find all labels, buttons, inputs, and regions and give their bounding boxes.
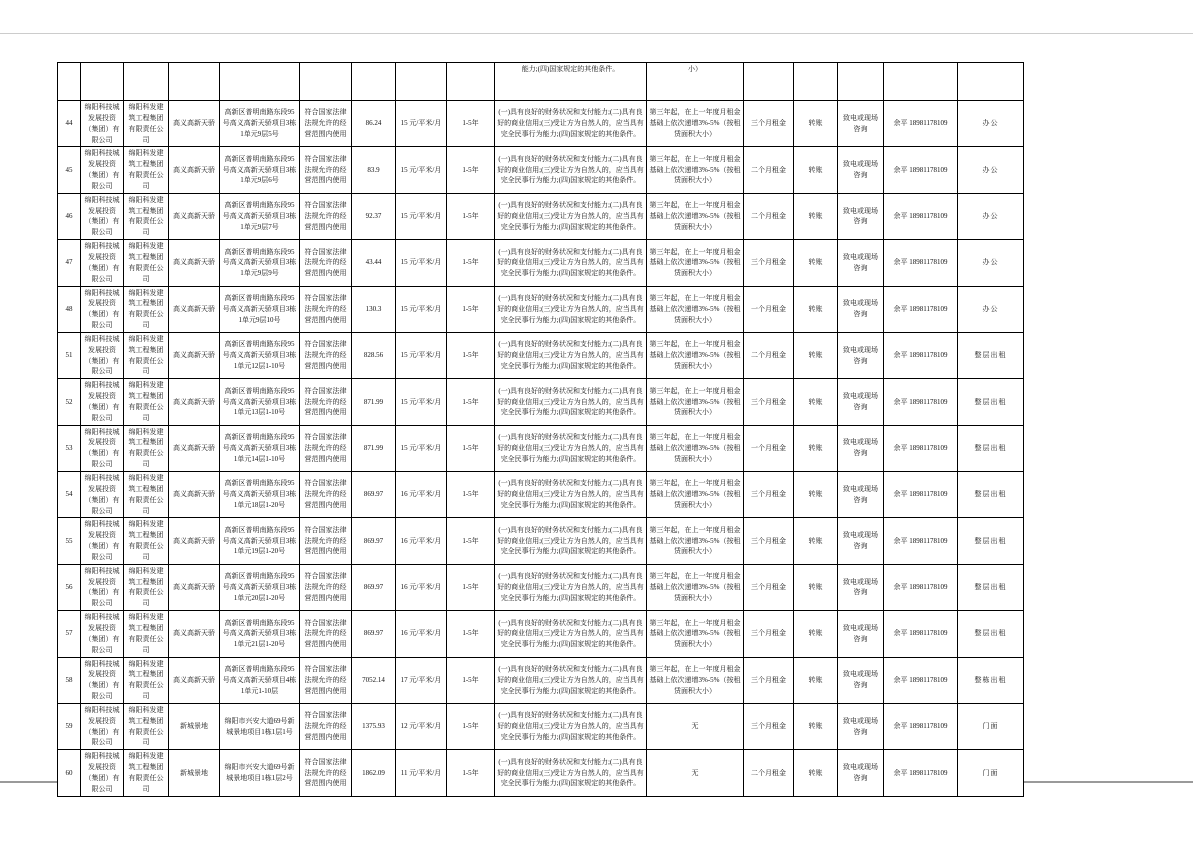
table-row — [58, 750, 1024, 796]
cell-row-number: 47 — [58, 240, 81, 286]
table-row — [58, 518, 1024, 564]
cell-usage: 符合国家法律法规允许的经营范围内使用 — [300, 703, 352, 749]
cell-lessor: 绵阳科技城发展投资（集团）有限公司 — [81, 240, 124, 286]
cell-row-number: 58 — [58, 657, 81, 703]
cell-contact: 余平 18981178109 — [884, 193, 958, 239]
cell-inquiry: 致电或现场咨询 — [838, 101, 884, 147]
cell-conditions: (一)具有良好的财务状况和支付能力;(二)具有良好的商业信用;(三)受让方为自然人的，应当具有完全民事行为能力;(四)国家规定的其他条件。 — [495, 564, 647, 610]
cell-contact: 余平 18981178109 — [884, 147, 958, 193]
cell-term: 1-5年 — [447, 425, 495, 471]
cell-increase: 第三年起，在上一年度月租金基础上依次递增3%-5%（按租赁面积大小） — [647, 286, 744, 332]
cell-payment: 转账 — [794, 193, 838, 239]
cell-project: 高义高新天骄 — [169, 425, 220, 471]
cell-project: 新城景地 — [169, 703, 220, 749]
cell-price: 15 元/平米/月 — [396, 425, 447, 471]
cell-lessor: 绵阳科技城发展投资（集团）有限公司 — [81, 750, 124, 796]
cell-row-number: 55 — [58, 518, 81, 564]
cell-project: 高义高新天骄 — [169, 101, 220, 147]
cell-lessor: 绵阳科技城发展投资（集团）有限公司 — [81, 193, 124, 239]
cell-increase: 无 — [647, 703, 744, 749]
cell-agent: 绵阳科发建筑工程集团有限责任公司 — [124, 101, 169, 147]
cell-term: 1-5年 — [447, 611, 495, 657]
cell-term: 1-5年 — [447, 286, 495, 332]
cell-payment: 转账 — [794, 518, 838, 564]
cell-project: 高义高新天骄 — [169, 147, 220, 193]
cell-increase: 第三年起，在上一年度月租金基础上依次递增3%-5%（按租赁面积大小） — [647, 147, 744, 193]
cell-agent: 绵阳科发建筑工程集团有限责任公司 — [124, 193, 169, 239]
cell-deposit: 二个月租金 — [744, 193, 794, 239]
cell-address: 高新区普明南路东段95号高义高新天骄项目3栋1单元9层5号 — [220, 101, 300, 147]
cell-term: 1-5年 — [447, 703, 495, 749]
cell-agent: 绵阳科发建筑工程集团有限责任公司 — [124, 425, 169, 471]
cell-address: 高新区普明南路东段95号高义高新天骄项目3栋1单元9层9号 — [220, 240, 300, 286]
cell-usage: 符合国家法律法规允许的经营范围内使用 — [300, 425, 352, 471]
table-row — [58, 564, 1024, 610]
cell-deposit: 二个月租金 — [744, 750, 794, 796]
cell-area: 869.97 — [352, 564, 396, 610]
cell-term: 1-5年 — [447, 518, 495, 564]
cell-usage: 符合国家法律法规允许的经营范围内使用 — [300, 193, 352, 239]
cell-agent — [124, 63, 169, 101]
cell-usage: 符合国家法律法规允许的经营范围内使用 — [300, 379, 352, 425]
cell-increase: 无 — [647, 750, 744, 796]
cell-category: 办公 — [958, 193, 1024, 239]
cell-conditions: (一)具有良好的财务状况和支付能力;(二)具有良好的商业信用;(三)受让方为自然人的，应当具有完全民事行为能力;(四)国家规定的其他条件。 — [495, 193, 647, 239]
cell-area: 871.99 — [352, 425, 396, 471]
cell-increase: 第三年起，在上一年度月租金基础上依次递增3%-5%（按租赁面积大小） — [647, 240, 744, 286]
cell-conditions: (一)具有良好的财务状况和支付能力;(二)具有良好的商业信用;(三)受让方为自然人的，应当具有完全民事行为能力;(四)国家规定的其他条件。 — [495, 518, 647, 564]
cell-address: 高新区普明南路东段95号高义高新天骄项目3栋1单元18层1-20号 — [220, 472, 300, 518]
cell-lessor: 绵阳科技城发展投资（集团）有限公司 — [81, 472, 124, 518]
cell-inquiry: 致电或现场咨询 — [838, 240, 884, 286]
cell-inquiry: 致电或现场咨询 — [838, 425, 884, 471]
cell-area: 828.56 — [352, 332, 396, 378]
cell-project: 高义高新天骄 — [169, 564, 220, 610]
cell-category: 整层出租 — [958, 611, 1024, 657]
cell-row-number: 46 — [58, 193, 81, 239]
cell-contact: 余平 18981178109 — [884, 286, 958, 332]
cell-conditions: (一)具有良好的财务状况和支付能力;(二)具有良好的商业信用;(三)受让方为自然人的，应当具有完全民事行为能力;(四)国家规定的其他条件。 — [495, 286, 647, 332]
cell-deposit: 三个月租金 — [744, 240, 794, 286]
cell-payment: 转账 — [794, 472, 838, 518]
table-row — [58, 332, 1024, 378]
cell-conditions: (一)具有良好的财务状况和支付能力;(二)具有良好的商业信用;(三)受让方为自然人的，应当具有完全民事行为能力;(四)国家规定的其他条件。 — [495, 425, 647, 471]
cell-address: 高新区普明南路东段95号高义高新天骄项目3栋1单元12层1-10号 — [220, 332, 300, 378]
cell-area: 869.97 — [352, 518, 396, 564]
cell-contact: 余平 18981178109 — [884, 750, 958, 796]
cell-price: 16 元/平米/月 — [396, 472, 447, 518]
cell-project: 新城景地 — [169, 750, 220, 796]
cell-conditions: (一)具有良好的财务状况和支付能力;(二)具有良好的商业信用;(三)受让方为自然人的，应当具有完全民事行为能力;(四)国家规定的其他条件。 — [495, 703, 647, 749]
cell-price: 15 元/平米/月 — [396, 193, 447, 239]
cell-project: 高义高新天骄 — [169, 611, 220, 657]
cell-inquiry: 致电或现场咨询 — [838, 703, 884, 749]
cell-price: 16 元/平米/月 — [396, 564, 447, 610]
cell-area: 869.97 — [352, 611, 396, 657]
cell-price — [396, 63, 447, 101]
cell-conditions: (一)具有良好的财务状况和支付能力;(二)具有良好的商业信用;(三)受让方为自然人的，应当具有完全民事行为能力;(四)国家规定的其他条件。 — [495, 657, 647, 703]
cell-deposit: 三个月租金 — [744, 518, 794, 564]
partial-row-top — [58, 63, 1024, 101]
page-break-line-top — [0, 33, 1193, 34]
cell-row-number: 53 — [58, 425, 81, 471]
cell-address: 绵阳市兴安大道69号新城景地项目1栋1层1号 — [220, 703, 300, 749]
cell-deposit: 二个月租金 — [744, 332, 794, 378]
cell-lessor: 绵阳科技城发展投资（集团）有限公司 — [81, 147, 124, 193]
cell-category: 整层出租 — [958, 564, 1024, 610]
cell-deposit: 三个月租金 — [744, 472, 794, 518]
cell-area: 1862.09 — [352, 750, 396, 796]
cell-usage: 符合国家法律法规允许的经营范围内使用 — [300, 147, 352, 193]
cell-row-number: 54 — [58, 472, 81, 518]
cell-price: 15 元/平米/月 — [396, 379, 447, 425]
cell-deposit: 三个月租金 — [744, 703, 794, 749]
cell-increase-tail: 小） — [647, 63, 744, 101]
cell-payment: 转账 — [794, 564, 838, 610]
cell-address: 高新区普明南路东段95号高义高新天骄项目4栋1单元1-10层 — [220, 657, 300, 703]
cell-address: 高新区普明南路东段95号高义高新天骄项目3栋1单元21层1-20号 — [220, 611, 300, 657]
cell-category: 整层出租 — [958, 425, 1024, 471]
cell-row-number: 51 — [58, 332, 81, 378]
cell-agent: 绵阳科发建筑工程集团有限责任公司 — [124, 332, 169, 378]
cell-deposit: 二个月租金 — [744, 147, 794, 193]
cell-category: 门面 — [958, 703, 1024, 749]
cell-address: 高新区普明南路东段95号高义高新天骄项目3栋1单元20层1-20号 — [220, 564, 300, 610]
cell-lessor: 绵阳科技城发展投资（集团）有限公司 — [81, 379, 124, 425]
cell-agent: 绵阳科发建筑工程集团有限责任公司 — [124, 703, 169, 749]
cell-row-number — [58, 63, 81, 101]
cell-conditions: (一)具有良好的财务状况和支付能力;(二)具有良好的商业信用;(三)受让方为自然人的，应当具有完全民事行为能力;(四)国家规定的其他条件。 — [495, 379, 647, 425]
cell-project — [169, 63, 220, 101]
cell-category — [958, 63, 1024, 101]
cell-area: 7052.14 — [352, 657, 396, 703]
table-row — [58, 472, 1024, 518]
cell-price: 15 元/平米/月 — [396, 332, 447, 378]
cell-deposit — [744, 63, 794, 101]
cell-agent: 绵阳科发建筑工程集团有限责任公司 — [124, 286, 169, 332]
cell-category: 整层出租 — [958, 379, 1024, 425]
table-row — [58, 286, 1024, 332]
cell-row-number: 52 — [58, 379, 81, 425]
cell-project: 高义高新天骄 — [169, 657, 220, 703]
cell-project: 高义高新天骄 — [169, 518, 220, 564]
cell-price: 16 元/平米/月 — [396, 518, 447, 564]
cell-area: 130.3 — [352, 286, 396, 332]
cell-increase: 第三年起，在上一年度月租金基础上依次递增3%-5%（按租赁面积大小） — [647, 564, 744, 610]
cell-agent: 绵阳科发建筑工程集团有限责任公司 — [124, 379, 169, 425]
cell-increase: 第三年起，在上一年度月租金基础上依次递增3%-5%（按租赁面积大小） — [647, 425, 744, 471]
cell-lessor: 绵阳科技城发展投资（集团）有限公司 — [81, 518, 124, 564]
cell-lessor: 绵阳科技城发展投资（集团）有限公司 — [81, 564, 124, 610]
cell-increase: 第三年起，在上一年度月租金基础上依次递增3%-5%（按租赁面积大小） — [647, 611, 744, 657]
cell-agent: 绵阳科发建筑工程集团有限责任公司 — [124, 564, 169, 610]
cell-contact: 余平 18981178109 — [884, 472, 958, 518]
cell-payment — [794, 63, 838, 101]
cell-contact: 余平 18981178109 — [884, 564, 958, 610]
cell-category: 整栋出租 — [958, 657, 1024, 703]
cell-usage: 符合国家法律法规允许的经营范围内使用 — [300, 564, 352, 610]
cell-lessor: 绵阳科技城发展投资（集团）有限公司 — [81, 425, 124, 471]
cell-increase: 第三年起，在上一年度月租金基础上依次递增3%-5%（按租赁面积大小） — [647, 657, 744, 703]
cell-inquiry: 致电或现场咨询 — [838, 611, 884, 657]
cell-row-number: 44 — [58, 101, 81, 147]
table-row — [58, 193, 1024, 239]
cell-increase: 第三年起，在上一年度月租金基础上依次递增3%-5%（按租赁面积大小） — [647, 101, 744, 147]
cell-term: 1-5年 — [447, 147, 495, 193]
cell-deposit: 三个月租金 — [744, 101, 794, 147]
cell-payment: 转账 — [794, 286, 838, 332]
cell-contact: 余平 18981178109 — [884, 240, 958, 286]
cell-inquiry — [838, 63, 884, 101]
table-row — [58, 703, 1024, 749]
cell-address: 高新区普明南路东段95号高义高新天骄项目3栋1单元9层7号 — [220, 193, 300, 239]
cell-category: 办公 — [958, 147, 1024, 193]
cell-inquiry: 致电或现场咨询 — [838, 193, 884, 239]
table-row — [58, 425, 1024, 471]
cell-conditions: (一)具有良好的财务状况和支付能力;(二)具有良好的商业信用;(三)受让方为自然人的，应当具有完全民事行为能力;(四)国家规定的其他条件。 — [495, 147, 647, 193]
cell-conditions: (一)具有良好的财务状况和支付能力;(二)具有良好的商业信用;(三)受让方为自然人的，应当具有完全民事行为能力;(四)国家规定的其他条件。 — [495, 472, 647, 518]
cell-contact: 余平 18981178109 — [884, 703, 958, 749]
table-row — [58, 611, 1024, 657]
cell-conditions-tail: 能力;(四)国家规定的其他条件。 — [495, 63, 647, 101]
cell-area: 869.97 — [352, 472, 396, 518]
cell-price: 15 元/平米/月 — [396, 147, 447, 193]
cell-inquiry: 致电或现场咨询 — [838, 750, 884, 796]
cell-usage: 符合国家法律法规允许的经营范围内使用 — [300, 750, 352, 796]
cell-row-number: 56 — [58, 564, 81, 610]
cell-usage — [300, 63, 352, 101]
cell-contact: 余平 18981178109 — [884, 332, 958, 378]
cell-increase: 第三年起，在上一年度月租金基础上依次递增3%-5%（按租赁面积大小） — [647, 518, 744, 564]
cell-agent: 绵阳科发建筑工程集团有限责任公司 — [124, 518, 169, 564]
cell-usage: 符合国家法律法规允许的经营范围内使用 — [300, 518, 352, 564]
cell-project: 高义高新天骄 — [169, 472, 220, 518]
cell-deposit: 三个月租金 — [744, 611, 794, 657]
cell-row-number: 45 — [58, 147, 81, 193]
cell-agent: 绵阳科发建筑工程集团有限责任公司 — [124, 472, 169, 518]
cell-contact — [884, 63, 958, 101]
cell-row-number: 59 — [58, 703, 81, 749]
cell-term: 1-5年 — [447, 379, 495, 425]
cell-project: 高义高新天骄 — [169, 193, 220, 239]
cell-agent: 绵阳科发建筑工程集团有限责任公司 — [124, 147, 169, 193]
cell-area: 43.44 — [352, 240, 396, 286]
cell-price: 15 元/平米/月 — [396, 286, 447, 332]
cell-contact: 余平 18981178109 — [884, 101, 958, 147]
cell-row-number: 60 — [58, 750, 81, 796]
cell-address: 高新区普明南路东段95号高义高新天骄项目3栋1单元14层1-10号 — [220, 425, 300, 471]
cell-lessor: 绵阳科技城发展投资（集团）有限公司 — [81, 611, 124, 657]
cell-area: 1375.93 — [352, 703, 396, 749]
cell-payment: 转账 — [794, 332, 838, 378]
cell-inquiry: 致电或现场咨询 — [838, 564, 884, 610]
cell-price: 15 元/平米/月 — [396, 101, 447, 147]
cell-conditions: (一)具有良好的财务状况和支付能力;(二)具有良好的商业信用;(三)受让方为自然人的，应当具有完全民事行为能力;(四)国家规定的其他条件。 — [495, 240, 647, 286]
cell-inquiry: 致电或现场咨询 — [838, 147, 884, 193]
cell-agent: 绵阳科发建筑工程集团有限责任公司 — [124, 750, 169, 796]
cell-area: 871.99 — [352, 379, 396, 425]
cell-usage: 符合国家法律法规允许的经营范围内使用 — [300, 101, 352, 147]
cell-contact: 余平 18981178109 — [884, 657, 958, 703]
cell-area: 83.9 — [352, 147, 396, 193]
cell-conditions: (一)具有良好的财务状况和支付能力;(二)具有良好的商业信用;(三)受让方为自然人的，应当具有完全民事行为能力;(四)国家规定的其他条件。 — [495, 101, 647, 147]
cell-inquiry: 致电或现场咨询 — [838, 657, 884, 703]
cell-contact: 余平 18981178109 — [884, 611, 958, 657]
cell-term: 1-5年 — [447, 657, 495, 703]
cell-lessor — [81, 63, 124, 101]
cell-project: 高义高新天骄 — [169, 286, 220, 332]
cell-usage: 符合国家法律法规允许的经营范围内使用 — [300, 657, 352, 703]
cell-usage: 符合国家法律法规允许的经营范围内使用 — [300, 332, 352, 378]
rental-listings-table — [57, 62, 1024, 797]
cell-category: 办公 — [958, 101, 1024, 147]
cell-increase: 第三年起，在上一年度月租金基础上依次递增3%-5%（按租赁面积大小） — [647, 379, 744, 425]
cell-inquiry: 致电或现场咨询 — [838, 332, 884, 378]
table-body — [58, 63, 1024, 797]
cell-payment: 转账 — [794, 657, 838, 703]
cell-price: 15 元/平米/月 — [396, 240, 447, 286]
cell-usage: 符合国家法律法规允许的经营范围内使用 — [300, 286, 352, 332]
cell-category: 门面 — [958, 750, 1024, 796]
cell-price: 17 元/平米/月 — [396, 657, 447, 703]
cell-lessor: 绵阳科技城发展投资（集团）有限公司 — [81, 101, 124, 147]
cell-term: 1-5年 — [447, 564, 495, 610]
cell-address: 高新区普明南路东段95号高义高新天骄项目3栋1单元13层1-10号 — [220, 379, 300, 425]
cell-conditions: (一)具有良好的财务状况和支付能力;(二)具有良好的商业信用;(三)受让方为自然人的，应当具有完全民事行为能力;(四)国家规定的其他条件。 — [495, 611, 647, 657]
table-row — [58, 147, 1024, 193]
cell-inquiry: 致电或现场咨询 — [838, 472, 884, 518]
cell-contact: 余平 18981178109 — [884, 425, 958, 471]
cell-payment: 转账 — [794, 240, 838, 286]
cell-contact: 余平 18981178109 — [884, 518, 958, 564]
cell-agent: 绵阳科发建筑工程集团有限责任公司 — [124, 657, 169, 703]
cell-payment: 转账 — [794, 611, 838, 657]
cell-lessor: 绵阳科技城发展投资（集团）有限公司 — [81, 286, 124, 332]
cell-price: 12 元/平米/月 — [396, 703, 447, 749]
table-row — [58, 240, 1024, 286]
cell-payment: 转账 — [794, 101, 838, 147]
cell-term: 1-5年 — [447, 101, 495, 147]
cell-conditions: (一)具有良好的财务状况和支付能力;(二)具有良好的商业信用;(三)受让方为自然人的，应当具有完全民事行为能力;(四)国家规定的其他条件。 — [495, 332, 647, 378]
cell-address: 高新区普明南路东段95号高义高新天骄项目3栋1单元19层1-20号 — [220, 518, 300, 564]
table-row — [58, 657, 1024, 703]
cell-inquiry: 致电或现场咨询 — [838, 518, 884, 564]
cell-term — [447, 63, 495, 101]
table-row — [58, 101, 1024, 147]
cell-term: 1-5年 — [447, 750, 495, 796]
cell-usage: 符合国家法律法规允许的经营范围内使用 — [300, 472, 352, 518]
cell-inquiry: 致电或现场咨询 — [838, 286, 884, 332]
cell-lessor: 绵阳科技城发展投资（集团）有限公司 — [81, 703, 124, 749]
cell-address: 绵阳市兴安大道69号新城景地项目1栋1层2号 — [220, 750, 300, 796]
cell-area — [352, 63, 396, 101]
cell-address: 高新区普明南路东段95号高义高新天骄项目3栋1单元9层10号 — [220, 286, 300, 332]
cell-price: 16 元/平米/月 — [396, 611, 447, 657]
cell-address — [220, 63, 300, 101]
cell-deposit: 一个月租金 — [744, 286, 794, 332]
cell-increase: 第三年起，在上一年度月租金基础上依次递增3%-5%（按租赁面积大小） — [647, 193, 744, 239]
cell-category: 办公 — [958, 240, 1024, 286]
cell-address: 高新区普明南路东段95号高义高新天骄项目3栋1单元9层6号 — [220, 147, 300, 193]
cell-deposit: 一个月租金 — [744, 425, 794, 471]
cell-project: 高义高新天骄 — [169, 332, 220, 378]
cell-payment: 转账 — [794, 425, 838, 471]
cell-payment: 转账 — [794, 147, 838, 193]
cell-row-number: 48 — [58, 286, 81, 332]
cell-payment: 转账 — [794, 379, 838, 425]
cell-category: 整层出租 — [958, 472, 1024, 518]
cell-inquiry: 致电或现场咨询 — [838, 379, 884, 425]
cell-area: 86.24 — [352, 101, 396, 147]
cell-term: 1-5年 — [447, 240, 495, 286]
cell-agent: 绵阳科发建筑工程集团有限责任公司 — [124, 240, 169, 286]
cell-project: 高义高新天骄 — [169, 379, 220, 425]
cell-deposit: 三个月租金 — [744, 657, 794, 703]
cell-contact: 余平 18981178109 — [884, 379, 958, 425]
cell-price: 11 元/平米/月 — [396, 750, 447, 796]
cell-lessor: 绵阳科技城发展投资（集团）有限公司 — [81, 332, 124, 378]
cell-payment: 转账 — [794, 750, 838, 796]
cell-increase: 第三年起，在上一年度月租金基础上依次递增3%-5%（按租赁面积大小） — [647, 332, 744, 378]
cell-term: 1-5年 — [447, 193, 495, 239]
cell-conditions: (一)具有良好的财务状况和支付能力;(二)具有良好的商业信用;(三)受让方为自然人的，应当具有完全民事行为能力;(四)国家规定的其他条件。 — [495, 750, 647, 796]
cell-project: 高义高新天骄 — [169, 240, 220, 286]
cell-usage: 符合国家法律法规允许的经营范围内使用 — [300, 611, 352, 657]
cell-usage: 符合国家法律法规允许的经营范围内使用 — [300, 240, 352, 286]
cell-area: 92.37 — [352, 193, 396, 239]
table-row — [58, 379, 1024, 425]
cell-payment: 转账 — [794, 703, 838, 749]
cell-term: 1-5年 — [447, 472, 495, 518]
cell-agent: 绵阳科发建筑工程集团有限责任公司 — [124, 611, 169, 657]
cell-row-number: 57 — [58, 611, 81, 657]
cell-category: 办公 — [958, 286, 1024, 332]
cell-category: 整层出租 — [958, 332, 1024, 378]
cell-deposit: 三个月租金 — [744, 379, 794, 425]
cell-increase: 第三年起，在上一年度月租金基础上依次递增3%-5%（按租赁面积大小） — [647, 472, 744, 518]
cell-deposit: 三个月租金 — [744, 564, 794, 610]
cell-term: 1-5年 — [447, 332, 495, 378]
cell-category: 整层出租 — [958, 518, 1024, 564]
cell-lessor: 绵阳科技城发展投资（集团）有限公司 — [81, 657, 124, 703]
